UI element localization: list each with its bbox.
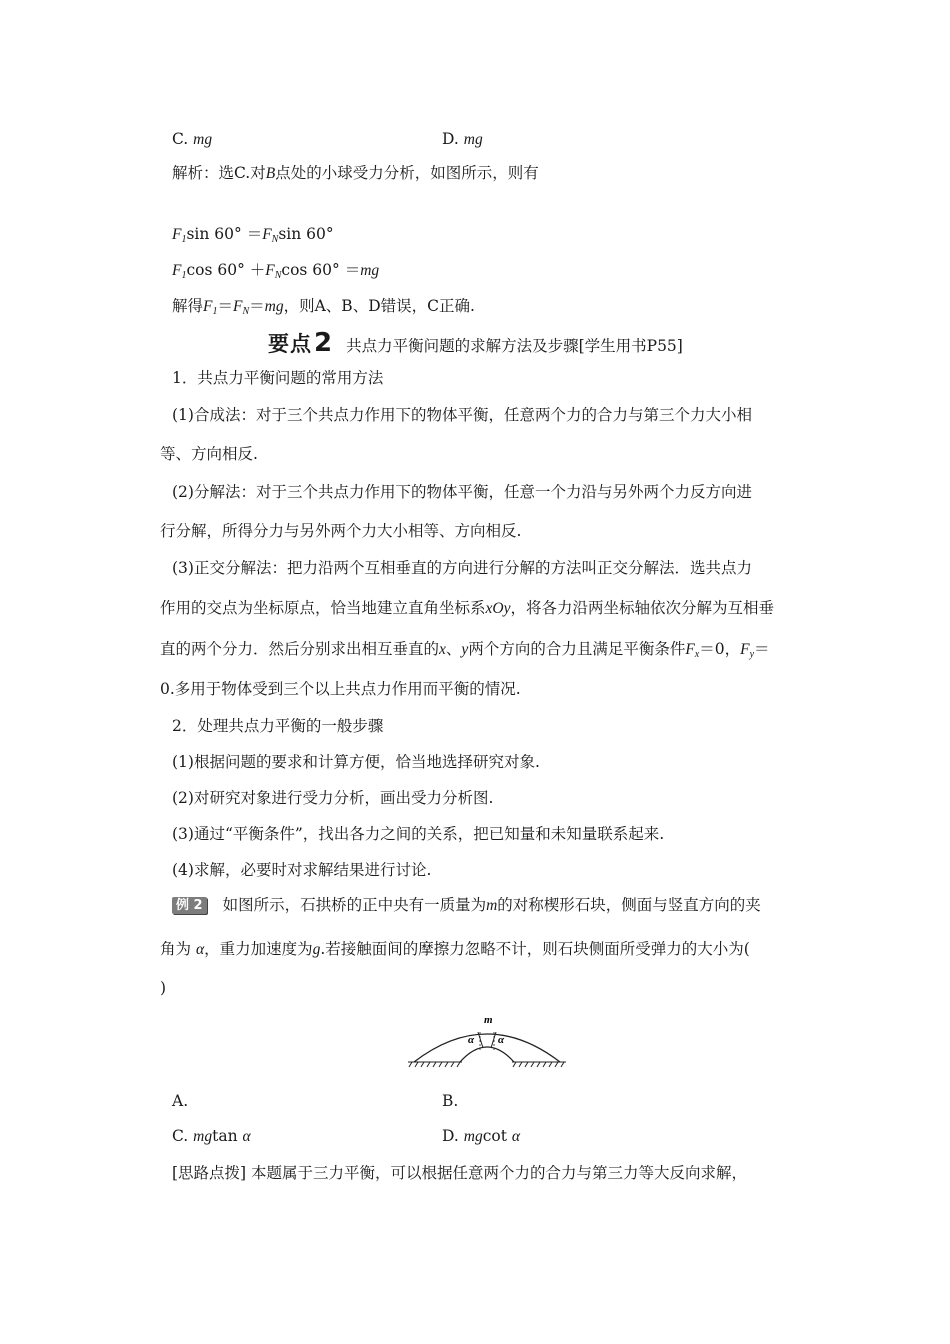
method-1-line-2: 等、方向相反. (160, 445, 258, 463)
option-d: D. mgcot α (442, 1127, 521, 1145)
ground-hatching (408, 1062, 566, 1067)
outer-arch (414, 1034, 560, 1062)
example-line-3: ) (160, 979, 167, 997)
section-number: 2 (314, 328, 333, 358)
example-badge: 例 2 (172, 897, 207, 914)
solution-result: 解得$F_1=F_N=mg$，则A、B、D错误，C正确. (172, 297, 475, 317)
method-3-line-2: 作用的交点为坐标原点，恰当地建立直角坐标系xOy，将各力沿两坐标轴依次分解为互相垂 (160, 599, 774, 617)
solution-line: 解析：选C.对B点处的小球受力分析，如图所示，则有 (172, 164, 539, 182)
equation-1: $F_1\sin$ $60^\circ =F_N\sin$ 60° (172, 225, 334, 245)
method-2-line-2: 行分解，所得分力与另外两个力大小相等、方向相反. (160, 522, 522, 540)
option-c: C. mgtan α (172, 1127, 251, 1145)
example-line-1: 例 2 如图所示，石拱桥的正中央有一质量为m的对称楔形石块，侧面与竖直方向的夹 (172, 894, 814, 917)
section-title: 共点力平衡问题的求解方法及步骤[学生用书P55] (346, 337, 683, 355)
option-b: B. (442, 1092, 459, 1110)
method-1-line-1: (1)合成法：对于三个共点力作用下的物体平衡，任意两个力的合力与第三个力大小相 (172, 406, 752, 424)
method-3-line-1: (3)正交分解法：把力沿两个互相垂直的方向进行分解的方法叫正交分解法．选共点力 (172, 559, 752, 577)
methods-heading: 1．共点力平衡问题的常用方法 (172, 369, 384, 387)
mass-label: m (484, 1014, 493, 1026)
inner-arch (460, 1047, 514, 1062)
steps-heading: 2．处理共点力平衡的一般步骤 (172, 717, 384, 735)
method-3-line-4: 0.多用于物体受到三个以上共点力作用而平衡的情况. (160, 680, 521, 698)
option-a: A. (172, 1092, 189, 1110)
step-4: (4)求解，必要时对求解结果进行讨论. (172, 861, 432, 879)
step-2: (2)对研究对象进行受力分析，画出受力分析图. (172, 789, 494, 807)
example-line-2: 角为 α，重力加速度为g.若接触面间的摩擦力忽略不计，则石块侧面所受弹力的大小为( (160, 940, 750, 958)
option-c-top: C. mg (172, 130, 213, 148)
method-3-line-3: 直的两个分力．然后分别求出相互垂直的x、y两个方向的合力且满足平衡条件$F_x=0$，$F_y=$ (160, 640, 770, 660)
alpha-label-left: α (468, 1034, 475, 1046)
step-3: (3)通过“平衡条件”，找出各力之间的关系，把已知量和未知量联系起来. (172, 825, 665, 843)
hint-line: [思路点拨] 本题属于三力平衡，可以根据任意两个力的合力与第三力等大反向求解， (172, 1164, 748, 1182)
step-1: (1)根据问题的要求和计算方便，恰当地选择研究对象. (172, 753, 540, 771)
arch-bridge-figure (400, 1010, 580, 1070)
option-d-value: mg (463, 131, 483, 148)
section-label: 要点 (268, 332, 312, 356)
option-d-top: D. mg (442, 130, 483, 148)
option-c-value: mg (193, 131, 213, 148)
alpha-label-right: α (498, 1034, 505, 1046)
equation-2: $F_1\cos$ $60^\circ +F_N\cos$ 60° ＝mg (172, 261, 380, 281)
method-2-line-1: (2)分解法：对于三个共点力作用下的物体平衡，任意一个力沿与另外两个力反方向进 (172, 483, 752, 501)
section-heading (268, 328, 683, 358)
